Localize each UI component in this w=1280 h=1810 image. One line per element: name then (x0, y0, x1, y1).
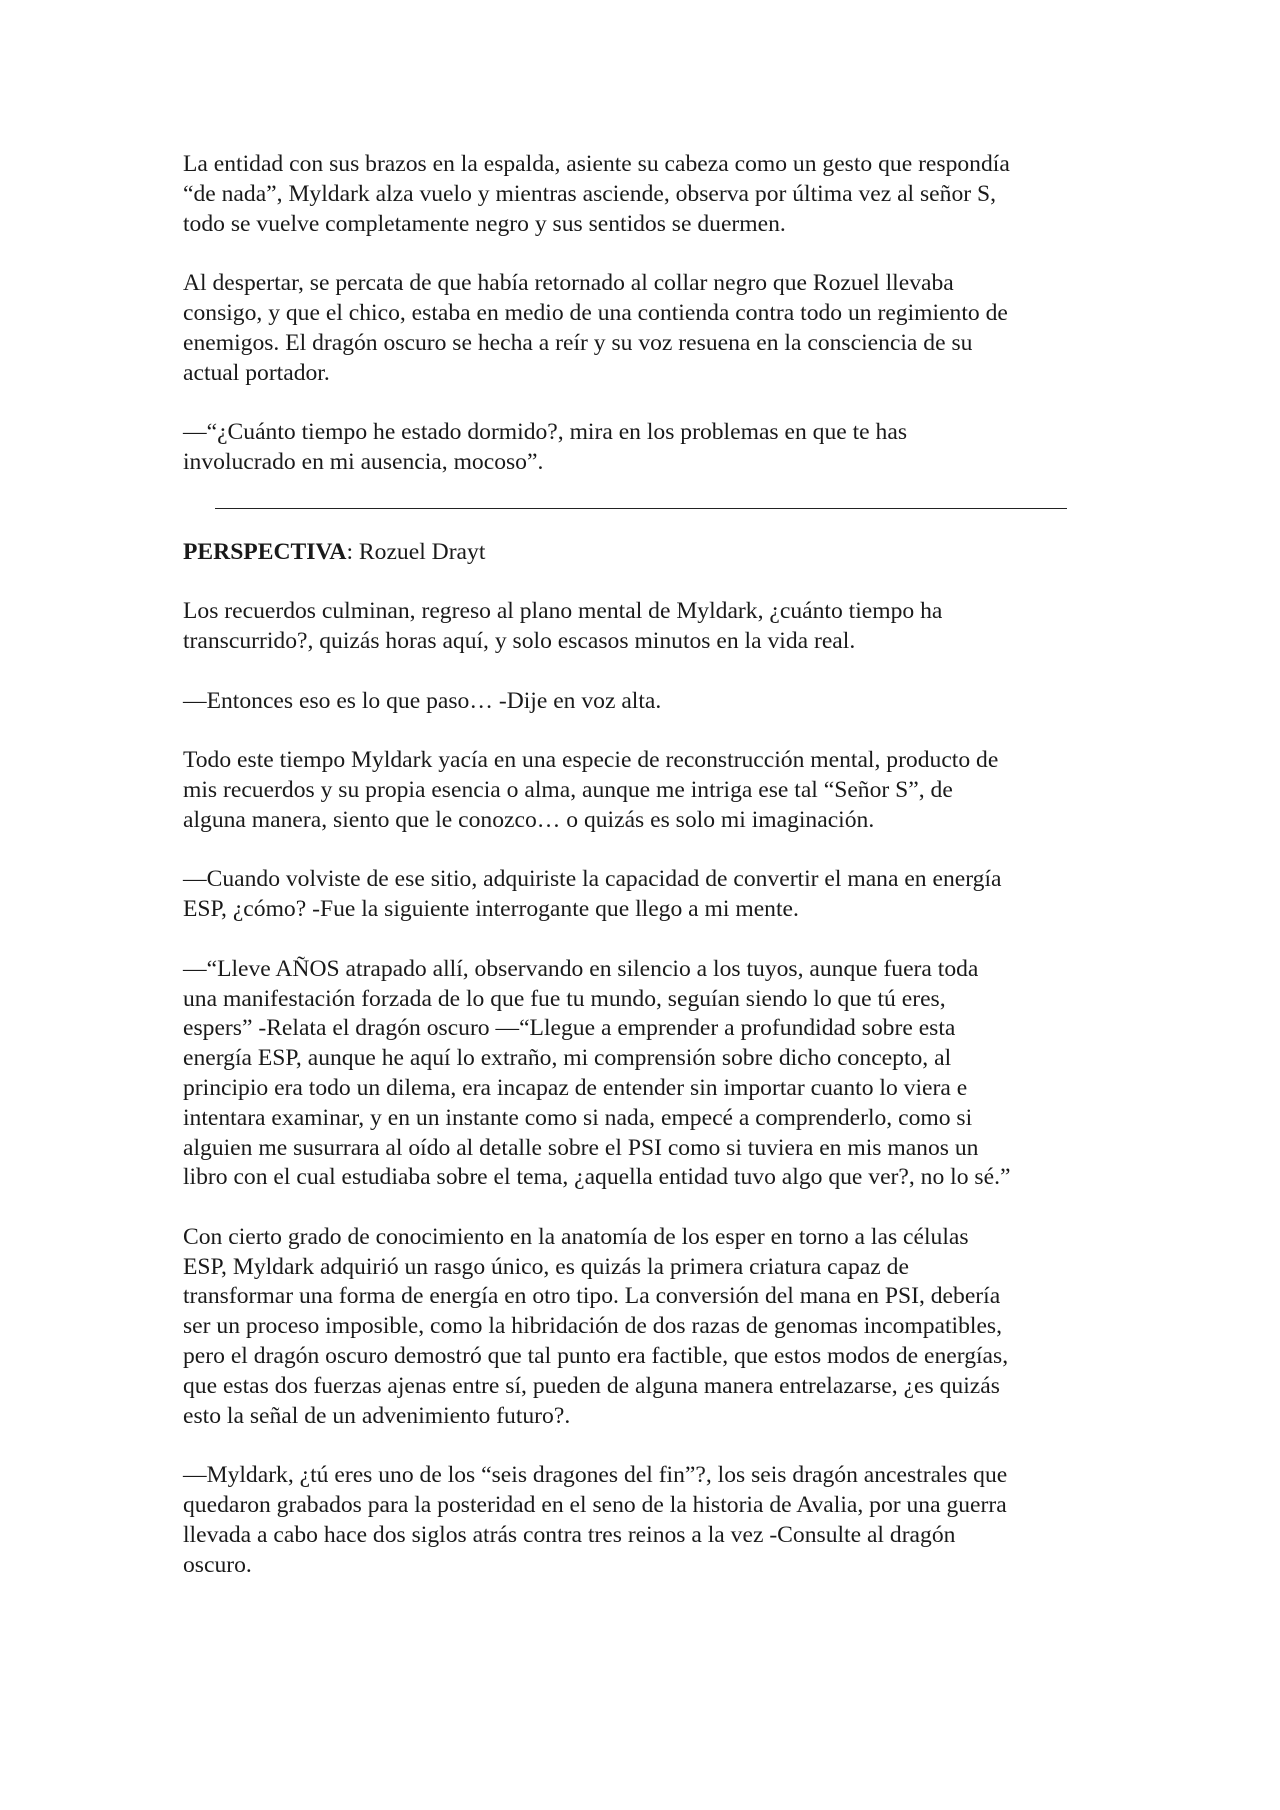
paragraph: Con cierto grado de conocimiento en la anatomía de los esper en torno a las células ESP, Myldark adquirió un rasgo único, es quizás la primera criatura capaz de transformar una forma de energía en otro tipo. La conversión del mana en PSI, debería ser un proceso imposible, como la hibridación de dos razas de genomas incompatibles, pero el dragón oscuro demostró que tal punto era factible, que estos modos de energías, que estas dos fuerzas ajenas entre sí, pueden de alguna manera entrelazarse, ¿es quizás esto la señal de un advenimiento futuro?. (183, 1223, 1009, 1429)
dialogue-paragraph: —Myldark, ¿tú eres uno de los “seis dragones del fin”?, los seis dragón ancestrales que quedaron grabados para la posteridad en el seno de la historia de Avalia, por una guerra llevada a cabo hace dos siglos atrás contra tres reinos a la vez -Consulte al dragón oscuro. (183, 1462, 1008, 1578)
perspective-separator: : (346, 538, 359, 565)
paragraph: La entidad con sus brazos en la espalda, asiente su cabeza como un gesto que respondía “de nada”, Myldark alza vuelo y mientras asciende, observa por última vez al señor S, todo se vuelve completamente negro y sus sentidos se duermen. (183, 151, 1010, 237)
paragraph: Al despertar, se percata de que había retornado al collar negro que Rozuel llevaba consigo, y que el chico, estaba en medio de una contienda contra todo un regimiento de enemigos. El dragón oscuro se hecha a reír y su voz resuena en la consciencia de su actual portador. (183, 270, 1008, 386)
document-page (183, 150, 1093, 1610)
section-divider (215, 508, 1067, 509)
perspective-label: PERSPECTIVA (183, 538, 347, 565)
dialogue-paragraph: —“¿Cuánto tiempo he estado dormido?, mira en los problemas en que te has involucrado en mi ausencia, mocoso”. (183, 419, 907, 475)
dialogue-paragraph: —Cuando volviste de ese sitio, adquiriste la capacidad de convertir el mana en energía ESP, ¿cómo? -Fue la siguiente interrogante que llego a mi mente. (183, 866, 1002, 923)
perspective-heading (183, 538, 1093, 568)
paragraph: Todo este tiempo Myldark yacía en una especie de reconstrucción mental, producto de mis recuerdos y su propia esencia o alma, aunque me intriga ese tal “Señor S”, de alguna manera, siento que le conozco… o quizás es solo mi imaginación. (183, 747, 999, 833)
paragraph: Los recuerdos culminan, regreso al plano mental de Myldark, ¿cuánto tiempo ha transcurrido?, quizás horas aquí, y solo escasos minutos en la vida real. (183, 598, 943, 654)
dialogue-paragraph: —Entonces eso es lo que paso… -Dije en voz alta. (183, 687, 662, 714)
perspective-name: Rozuel Drayt (358, 538, 486, 565)
dialogue-paragraph: —“Lleve AÑOS atrapado allí, observando en silencio a los tuyos, aunque fuera toda una manifestación forzada de lo que fue tu mundo, seguían siendo lo que tú eres, espers” -Relata el dragón oscuro —“Llegue a emprender a profundidad sobre esta energía ESP, aunque he aquí lo extraño, mi comprensión sobre dicho concepto, al principio era todo un dilema, era incapaz de entender sin importar cuanto lo viera e intentara examinar, y en un instante como si nada, empecé a comprenderlo, como si alguien me susurrara al oído al detalle sobre el PSI como si tuviera en mis manos un libro con el cual estudiaba sobre el tema, ¿aquella entidad tuvo algo que ver?, no lo sé.” (183, 955, 1011, 1191)
